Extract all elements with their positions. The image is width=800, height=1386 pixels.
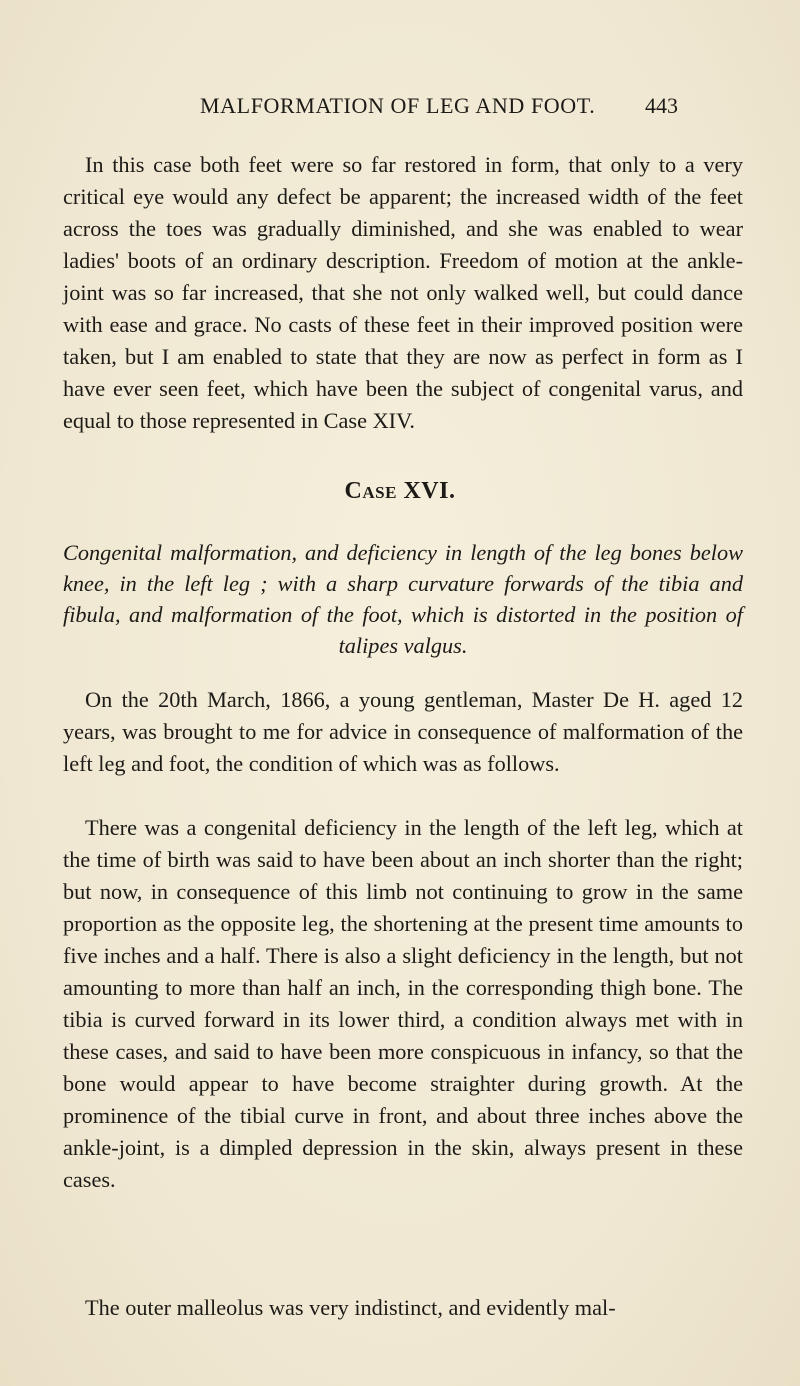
running-header (0, 93, 800, 123)
header-title: MALFORMATION OF LEG AND FOOT. (200, 93, 596, 118)
paragraph-patient-intro: On the 20th March, 1866, a young gentleman, Master De H. aged 12 years, was brought to me for advice in consequence of malformation of the left leg and foot, the condition of which was as follows. (63, 687, 743, 776)
paragraph-malleolus: The outer malleolus was very indistinct, and evidently mal- (85, 1295, 616, 1320)
paragraph-case-continuation: In this case both feet were so far restored in form, that only to a very critical eye would any defect be apparent; the increased width of the feet across the toes was gradually diminished, and she was enabled to wear ladies' boots of an ordinary description. Freedom of motion at the ankle-joint was so far increased, that she not only walked well, but could dance with ease and grace. No casts of these feet in their improved position were taken, but I am enabled to state that they are now as perfect in form as I have ever seen feet, which have been the subject of congenital varus, and equal to those represented in Case XIV. (63, 152, 743, 433)
page-number: 443 (645, 93, 678, 118)
case-subtitle: Congenital malformation, and deficiency in length of the leg bones below knee, in the left leg ; with a sharp curvature forwards of the tibia and fibula, and malformation of the foot, which is distorted in the position of talipes valgus. (63, 540, 743, 658)
paragraph-deficiency-description: There was a congenital deficiency in the length of the left leg, which at the time of birth was said to have been about an inch shorter than the right; but now, in consequence of this limb not continuing to grow in the same proportion as the opposite leg, the shortening at the present time amounts to five inches and a half. There is also a slight deficiency in the length, but not amounting to more than half an inch, in the corresponding thigh bone. The tibia is curved forward in its lower third, a condition always met with in these cases, and said to have been more conspicuous in infancy, so that the bone would appear to have become straighter during growth. At the prominence of the tibial curve in front, and about three inches above the ankle-joint, is a dimpled depression in the skin, always present in these cases. (63, 815, 743, 1192)
case-heading: Case XVI. (344, 478, 456, 504)
